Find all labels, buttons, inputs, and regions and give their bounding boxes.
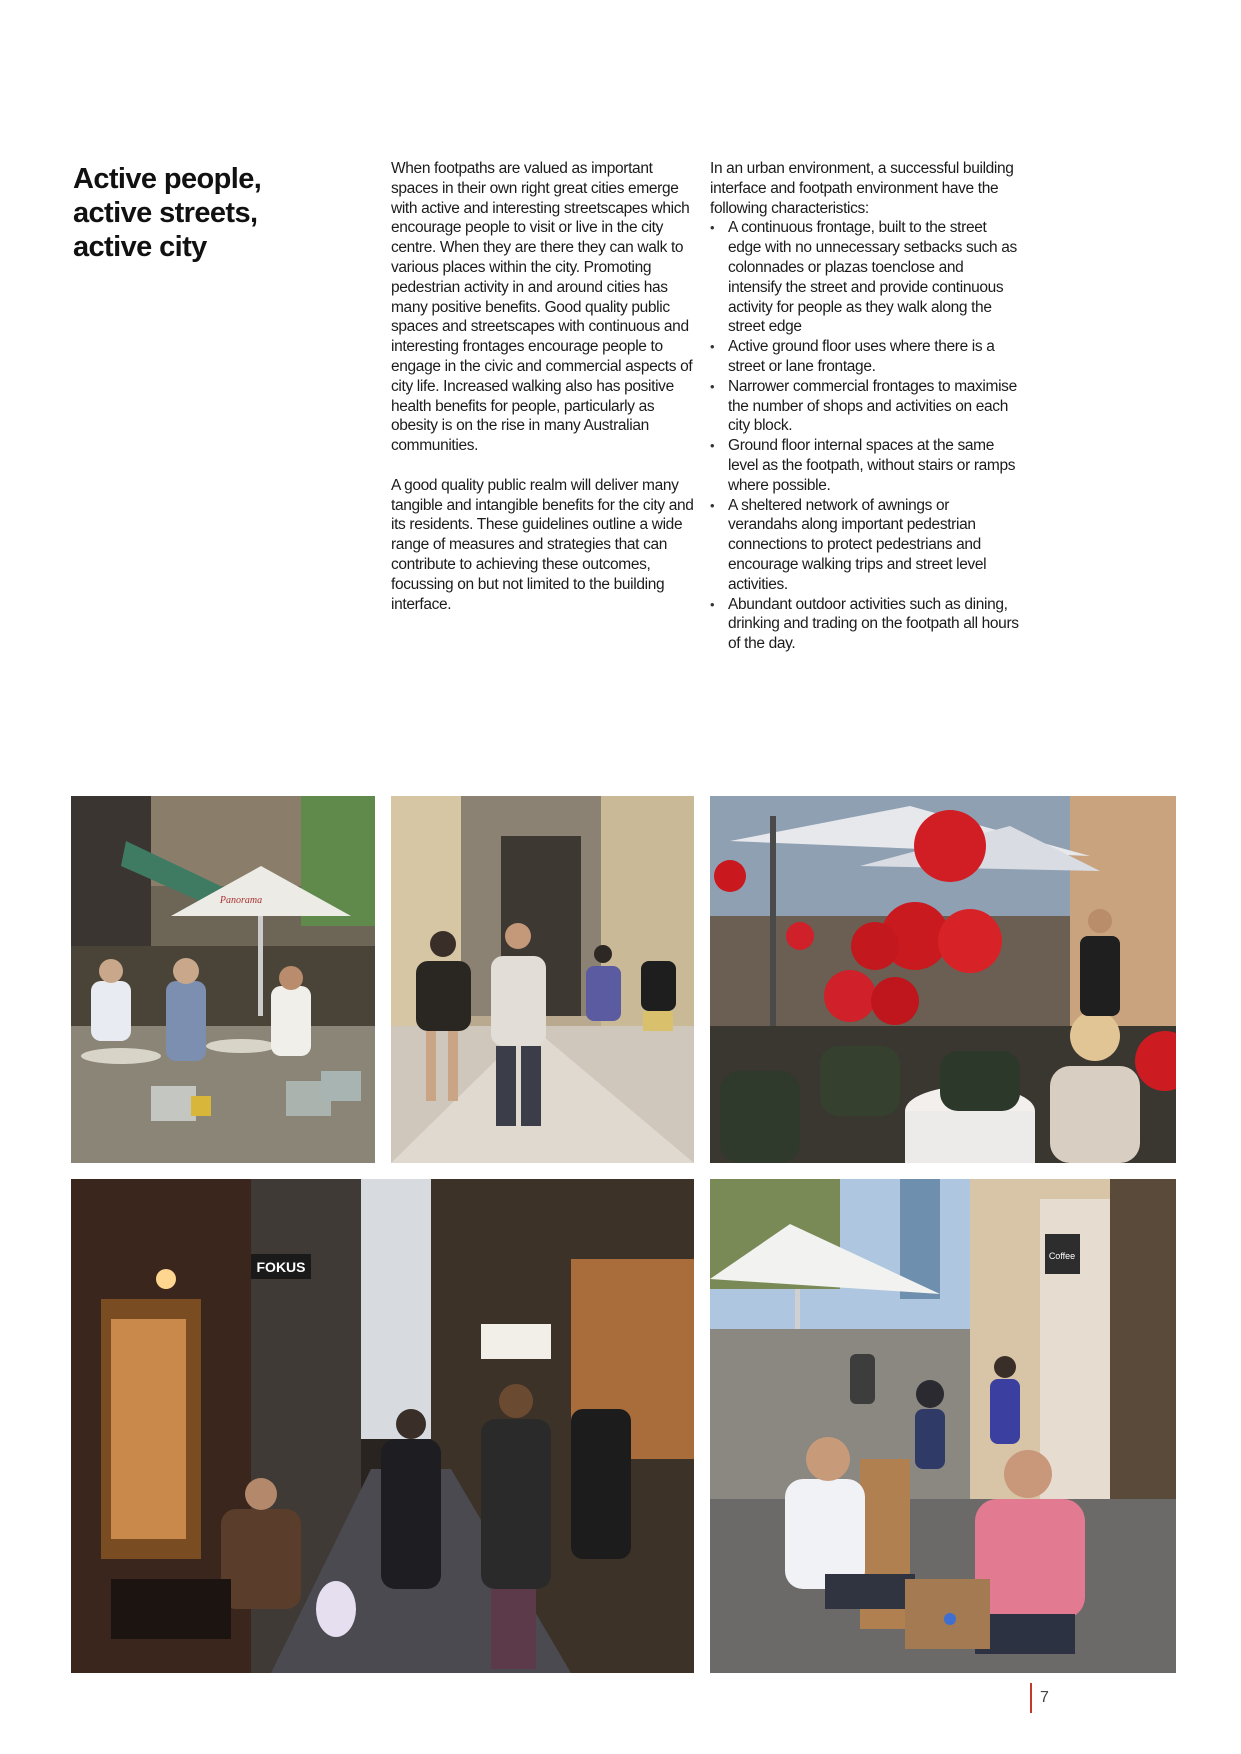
list-item: • Active ground floor uses where there is a street or lane frontage.	[710, 337, 1020, 377]
photo-balloon-dining	[710, 796, 1176, 1163]
body-column-2	[710, 159, 1020, 654]
page-number-rule	[1030, 1683, 1032, 1713]
photo-laneway	[71, 1179, 694, 1673]
photo-street-dining	[710, 1179, 1176, 1673]
heading-line-1: Active people,	[73, 163, 262, 195]
body-paragraph-2: A good quality public realm will deliver many tangible and intangible benefits for the city and its residents. These guidelines outline a wide range of measures and strategies that can contribute to achieving these outcomes, focussing on but not limited to the building interface.	[391, 476, 694, 613]
umbrella-brand-text: Panorama	[219, 895, 263, 906]
laneway-sign-text: FOKUS	[256, 1259, 306, 1275]
list-item: • A continuous frontage, built to the street edge with no unnecessary setbacks such as colonnades or plazas toenclose and intensify the street and provide continuous activity for people as they walk along the street edge	[710, 218, 1020, 337]
characteristics-intro: In an urban environment, a successful building interface and footpath environment have the following characteristics:	[710, 160, 1014, 217]
page-number: 7	[1040, 1689, 1049, 1706]
coffee-sign-text: Coffee	[1048, 1251, 1076, 1261]
body-column-1	[391, 159, 697, 614]
list-item: • Ground floor internal spaces at the same level as the footpath, without stairs or ramps where possible.	[710, 436, 1020, 495]
list-item: • A sheltered network of awnings or verandahs along important pedestrian connections to protect pedestrians and encourage walking trips and street level activities.	[710, 496, 1020, 595]
characteristics-list	[710, 218, 1020, 654]
list-item: • Abundant outdoor activities such as dining, drinking and trading on the footpath all hours of the day.	[710, 595, 1020, 654]
photo-pedestrian-street	[391, 796, 694, 1163]
page-heading	[73, 162, 313, 264]
body-paragraph-1: When footpaths are valued as important spaces in their own right great cities emerge with active and interesting streetscapes which encourage people to visit or live in the city centre. When they are there they can walk to various places within the city. Promoting pedestrian activity in and around cities has many positive benefits. Good quality public spaces and streetscapes with continuous and interesting frontages encourage people to engage in the civic and commercial aspects of city life. Increased walking also has positive health benefits for people, particularly as obesity is on the rise in many Australian communities.	[391, 160, 693, 455]
heading-line-3: active city	[73, 231, 207, 263]
heading-line-2: active streets,	[73, 197, 258, 229]
list-item: • Narrower commercial frontages to maximise the number of shops and activities on each city block.	[710, 377, 1020, 436]
photo-outdoor-cafe	[71, 796, 375, 1163]
